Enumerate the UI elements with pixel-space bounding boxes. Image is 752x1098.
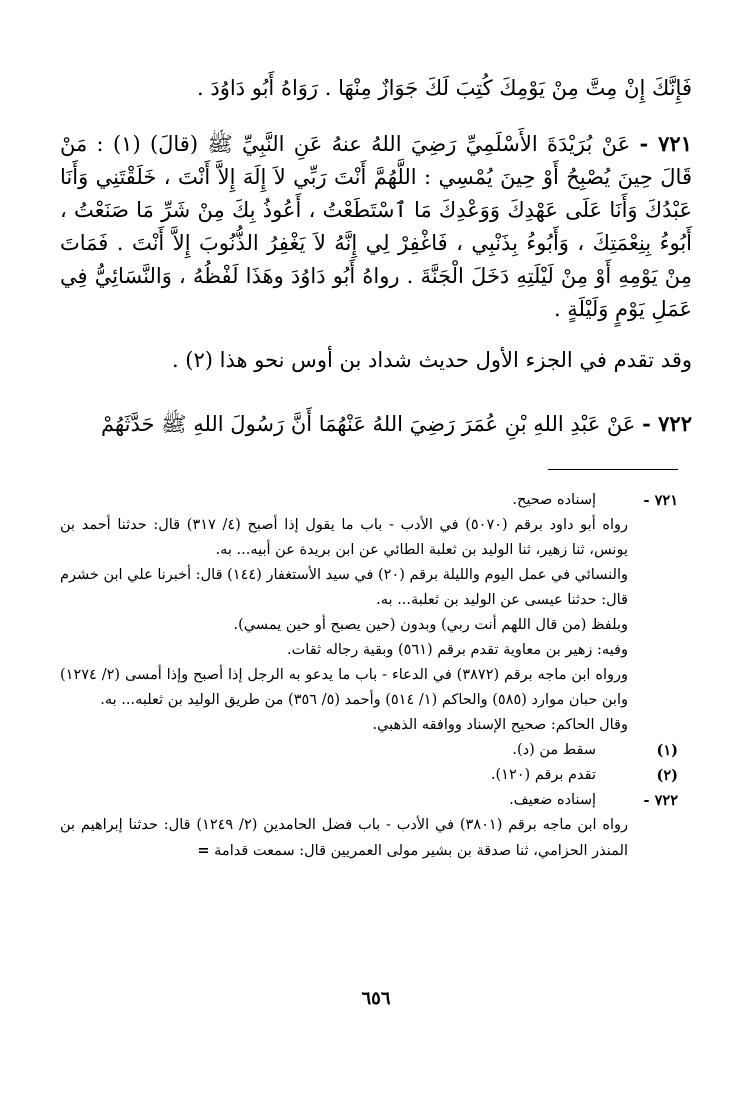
footnote-722-number: ٧٢٢ - bbox=[643, 792, 678, 809]
footnote-721-para-6: وقال الحاكم: صحيح الإسناد ووافقه الذهبي. bbox=[372, 717, 628, 733]
footnote-2-number: (٢) bbox=[656, 767, 678, 784]
footnote-722-status: إسناده ضعيف. bbox=[509, 792, 596, 808]
hadith-720-ending: فَإِنَّكَ إِنْ مِتَّ مِنْ يَوْمِكَ كُتِبَ لَكَ جَوَازٌ مِنْهَا . رَوَاهُ أَبُو دَاوُدَ . bbox=[197, 76, 692, 100]
footnote-2-text: تقدم برقم (١٢٠). bbox=[490, 767, 596, 783]
hadith-721-text: عَنْ بُرَيْدَةَ الأَسْلَمِيِّ رَضِيَ اللهُ عنهُ عَنِ النَّبِيِّ ﷺ (قالَ) (١) : مَنْ قَالَ حِينَ يُصْبِحُ أَوْ حِينَ يُمْسِي : اللَّهُمَّ أَنْتَ رَبِّي لاَ إِلَهَ إِلاَّ أَنْتَ ، خَلَقْتَنِي وَأَنَا عَبْدُكَ وَأَنَا عَلَى عَهْدِكَ وَوَعْدِكَ مَا ٱسْتَطَعْتُ ، أَعُوذُ بِكَ مِنْ شَرِّ مَا صَنَعْتُ ، أَبُوءُ بِنِعْمَتِكَ ، وَأَبُوءُ بِذَنْبِي ، فَاغْفِرْ لِي إِنَّهُ لاَ يَغْفِرُ الذُّنُوبَ إِلاَّ أَنْتَ . فَمَاتَ مِنْ يَوْمِهِ أَوْ مِنْ لَيْلَتِهِ دَخَلَ الْجَنَّةَ . رواهُ أَبُو دَاوُدَ وهَذَا لَفْظُهُ ، وَالنَّسَائِيُّ فِي عَمَلِ يَوْمٍ وَلَيْلَةٍ . bbox=[60, 132, 692, 321]
footnote-divider bbox=[548, 469, 678, 470]
footnote-721-para-5: ورواه ابن ماجه برقم (٣٨٧٢) في الدعاء - باب ما يدعو به الرجل إذا أصبح وإذا أمسى (٢/ ١٢٧٤) وابن حبان موارد (٥٨٥) والحاكم (١/ ٥١٤) وأحمد (٥/ ٣٥٦) من طريق الوليد بن ثعلبه... به. bbox=[60, 667, 628, 708]
footnote-722-para-1 bbox=[60, 813, 692, 864]
hadith-721-number: ٧٢١ - bbox=[639, 131, 692, 156]
footnote-721-para-2: والنسائي في عمل اليوم والليلة برقم (٢٠) في سيد الأستغفار (١٤٤) قال: أخبرنا علي ابن خشرم قال: حدثنا عيسى عن الوليد بن ثعلبة... به. bbox=[59, 567, 628, 608]
footnote-722-para-1-text: رواه ابن ماجه برقم (٣٨٠١) في الأدب - باب فضل الحامدين (٢/ ١٢٤٩) قال: حدثنا إبراهيم بن المنذر الحزامي، ثنا صدقة بن بشير مولى العمريين قال: سمعت قدامة bbox=[60, 817, 629, 859]
page-number: ٦٥٦ bbox=[361, 988, 391, 1009]
footnote-721-status: إسناده صحيح. bbox=[512, 492, 596, 508]
hadith-722-text: عَنْ عَبْدِ اللهِ بْنِ عُمَرَ رَضِيَ اللهُ عَنْهُمَا أَنَّ رَسُولَ اللهِ ﷺ حَدَّثَهُمْ bbox=[100, 412, 636, 436]
hadith-722-number: ٧٢٢ - bbox=[642, 411, 692, 436]
continuation-mark: = bbox=[197, 842, 210, 859]
footnote-1 bbox=[60, 738, 692, 763]
hadith-722 bbox=[60, 407, 692, 441]
main-text bbox=[60, 72, 692, 441]
footnote-721-number: ٧٢١ - bbox=[643, 492, 678, 509]
footnotes bbox=[60, 488, 692, 864]
footnote-721-para-3: وبلفظ (من قال اللهم أنت ربي) وبدون (حين يصبح أو حين يمسي). bbox=[233, 617, 628, 633]
cross-reference-note: وقد تقدم في الجزء الأول حديث شداد بن أوس نحو هذا (٢) . bbox=[171, 348, 692, 372]
footnote-1-text: سقط من (د). bbox=[512, 742, 596, 758]
footnote-2 bbox=[60, 763, 692, 788]
footnote-721-para-1: رواه أبو داود برقم (٥٠٧٠) في الأدب - باب ما يقول إذا أصبح (٤/ ٣١٧) قال: حدثنا أحمد بن يونس، ثنا زهير، ثنا الوليد بن ثعلبة الطائي عن ابن بريدة عن أبيه... به. bbox=[60, 517, 629, 558]
hadith-721 bbox=[60, 127, 692, 326]
footnote-721-para-4: وفيه: زهير بن معاوية تقدم برقم (٥٦١) وبقية رجاله ثقات. bbox=[287, 642, 628, 658]
footnote-721-header bbox=[60, 488, 692, 513]
footnote-1-number: (١) bbox=[656, 742, 678, 759]
footnote-722-header bbox=[60, 788, 692, 813]
